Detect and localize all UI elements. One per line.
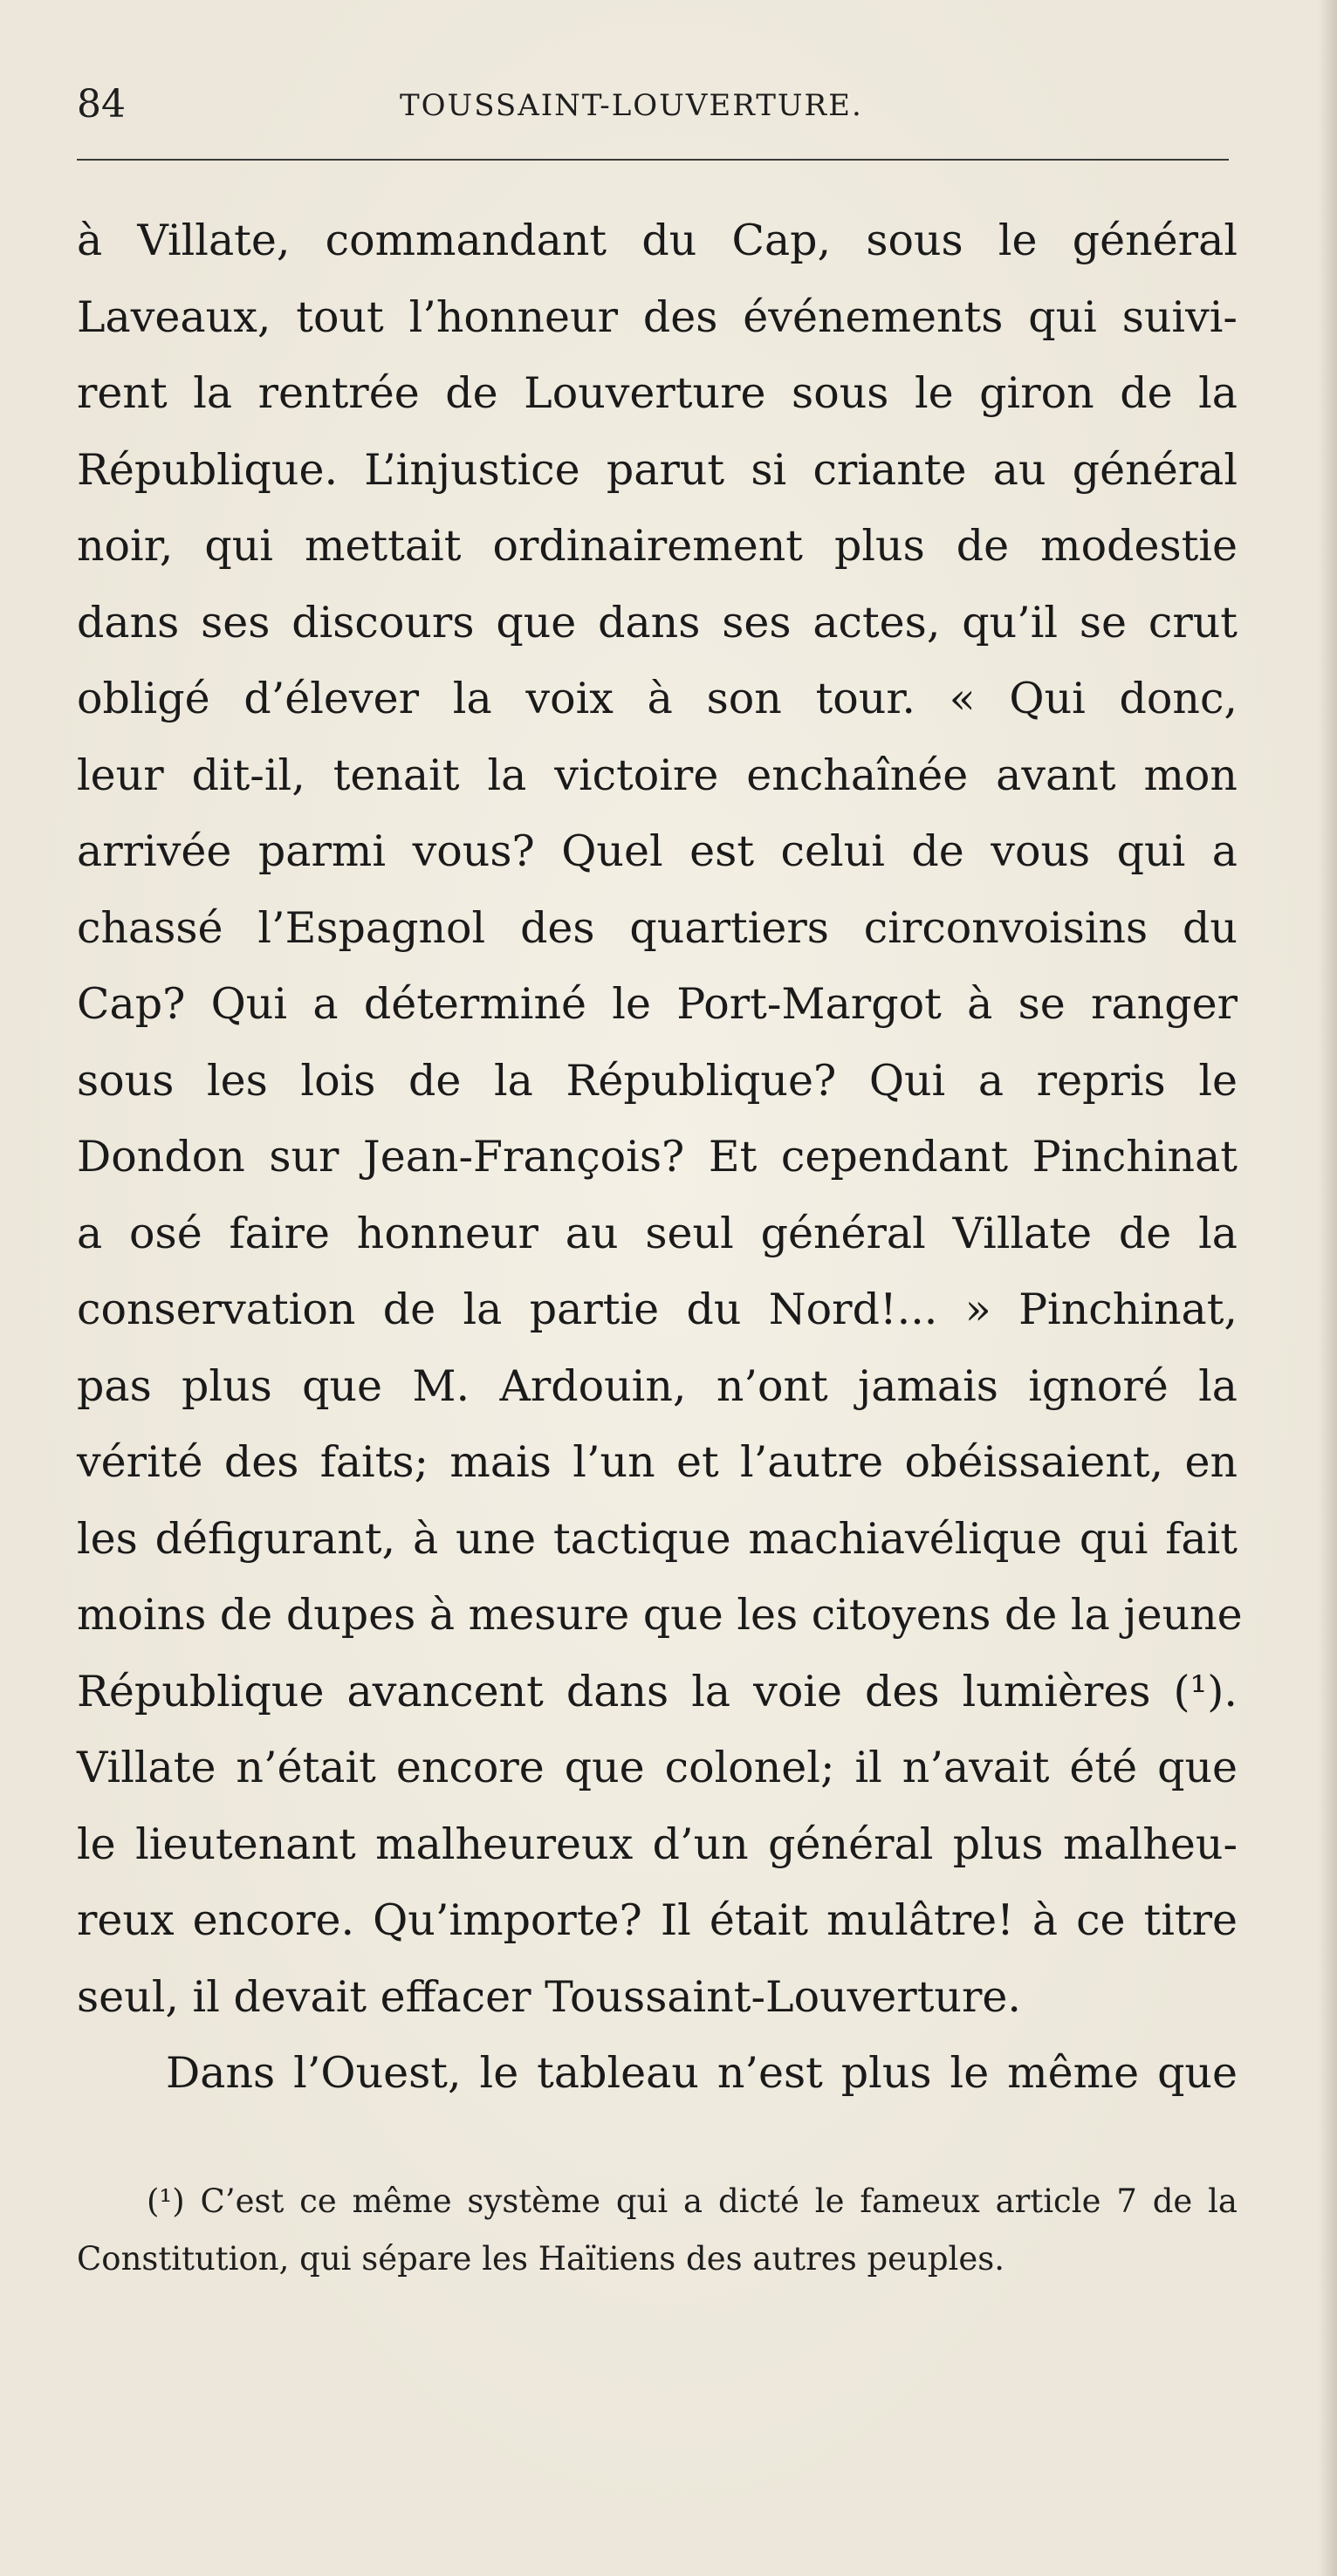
text-line: rent la rentrée de Louverture sous le giron de la: [77, 368, 1238, 418]
text-line: reux encore. Qu’importe? Il était mulâtre! à ce titre: [77, 1895, 1238, 1945]
footnote-line: (¹) C’est ce même système qui a dicté le fameux article 7 de la: [147, 2182, 1238, 2220]
page-header: [77, 79, 1229, 131]
text-line: chassé l’Espagnol des quartiers circonvoisins du: [77, 902, 1238, 953]
text-line: leur dit-il, tenait la victoire enchaînée avant mon: [77, 750, 1238, 800]
text-line: Villate n’était encore que colonel; il n’avait été que: [77, 1743, 1238, 1792]
text-line: vérité des faits; mais l’un et l’autre obéissaient, en: [77, 1437, 1238, 1487]
text-line: Dondon sur Jean-François? Et cependant Pinchinat: [77, 1132, 1238, 1182]
text-line: sous les lois de la République? Qui a repris le: [77, 1055, 1238, 1106]
footnote-line: Constitution, qui sépare les Haïtiens des autres peuples.: [77, 2240, 1005, 2278]
text-line: noir, qui mettait ordinairement plus de modestie: [77, 521, 1238, 571]
text-line: République. L’injustice parut si criante au général: [77, 444, 1238, 495]
text-line: les défigurant, à une tactique machiavélique qui fait: [77, 1513, 1238, 1564]
text-line-paragraph-start: Dans l’Ouest, le tableau n’est plus le même que: [166, 2048, 1238, 2098]
text-line: République avancent dans la voie des lumières (¹).: [77, 1666, 1238, 1716]
text-line: dans ses discours que dans ses actes, qu’il se crut: [77, 597, 1238, 647]
text-line: Laveaux, tout l’honneur des événements qui suivi-: [77, 291, 1238, 342]
body-text: [77, 202, 1243, 2112]
text-line: pas plus que M. Ardouin, n’ont jamais ignoré la: [77, 1360, 1238, 1411]
page-number: 84: [77, 82, 126, 127]
running-title: TOUSSAINT-LOUVERTURE.: [400, 88, 863, 123]
text-line: seul, il devait effacer Toussaint-Louverture.: [77, 1971, 1021, 2022]
text-line: à Villate, commandant du Cap, sous le général: [77, 216, 1238, 265]
text-line: moins de dupes à mesure que les citoyens de la jeune: [77, 1590, 1243, 1640]
text-line: obligé d’élever la voix à son tour. « Qui donc,: [77, 674, 1238, 723]
text-line: arrivée parmi vous? Quel est celui de vous qui a: [77, 826, 1238, 876]
footnotes: [77, 2173, 1238, 2288]
header-rule: [77, 159, 1229, 161]
text-line: a osé faire honneur au seul général Villate de la: [77, 1208, 1238, 1258]
page-edge-shadow: [1318, 0, 1337, 2576]
text-line: Cap? Qui a déterminé le Port-Margot à se ranger: [77, 979, 1238, 1029]
text-line: le lieutenant malheureux d’un général plus malheu-: [77, 1819, 1238, 1869]
text-line: conservation de la partie du Nord!... » Pinchinat,: [77, 1285, 1238, 1334]
